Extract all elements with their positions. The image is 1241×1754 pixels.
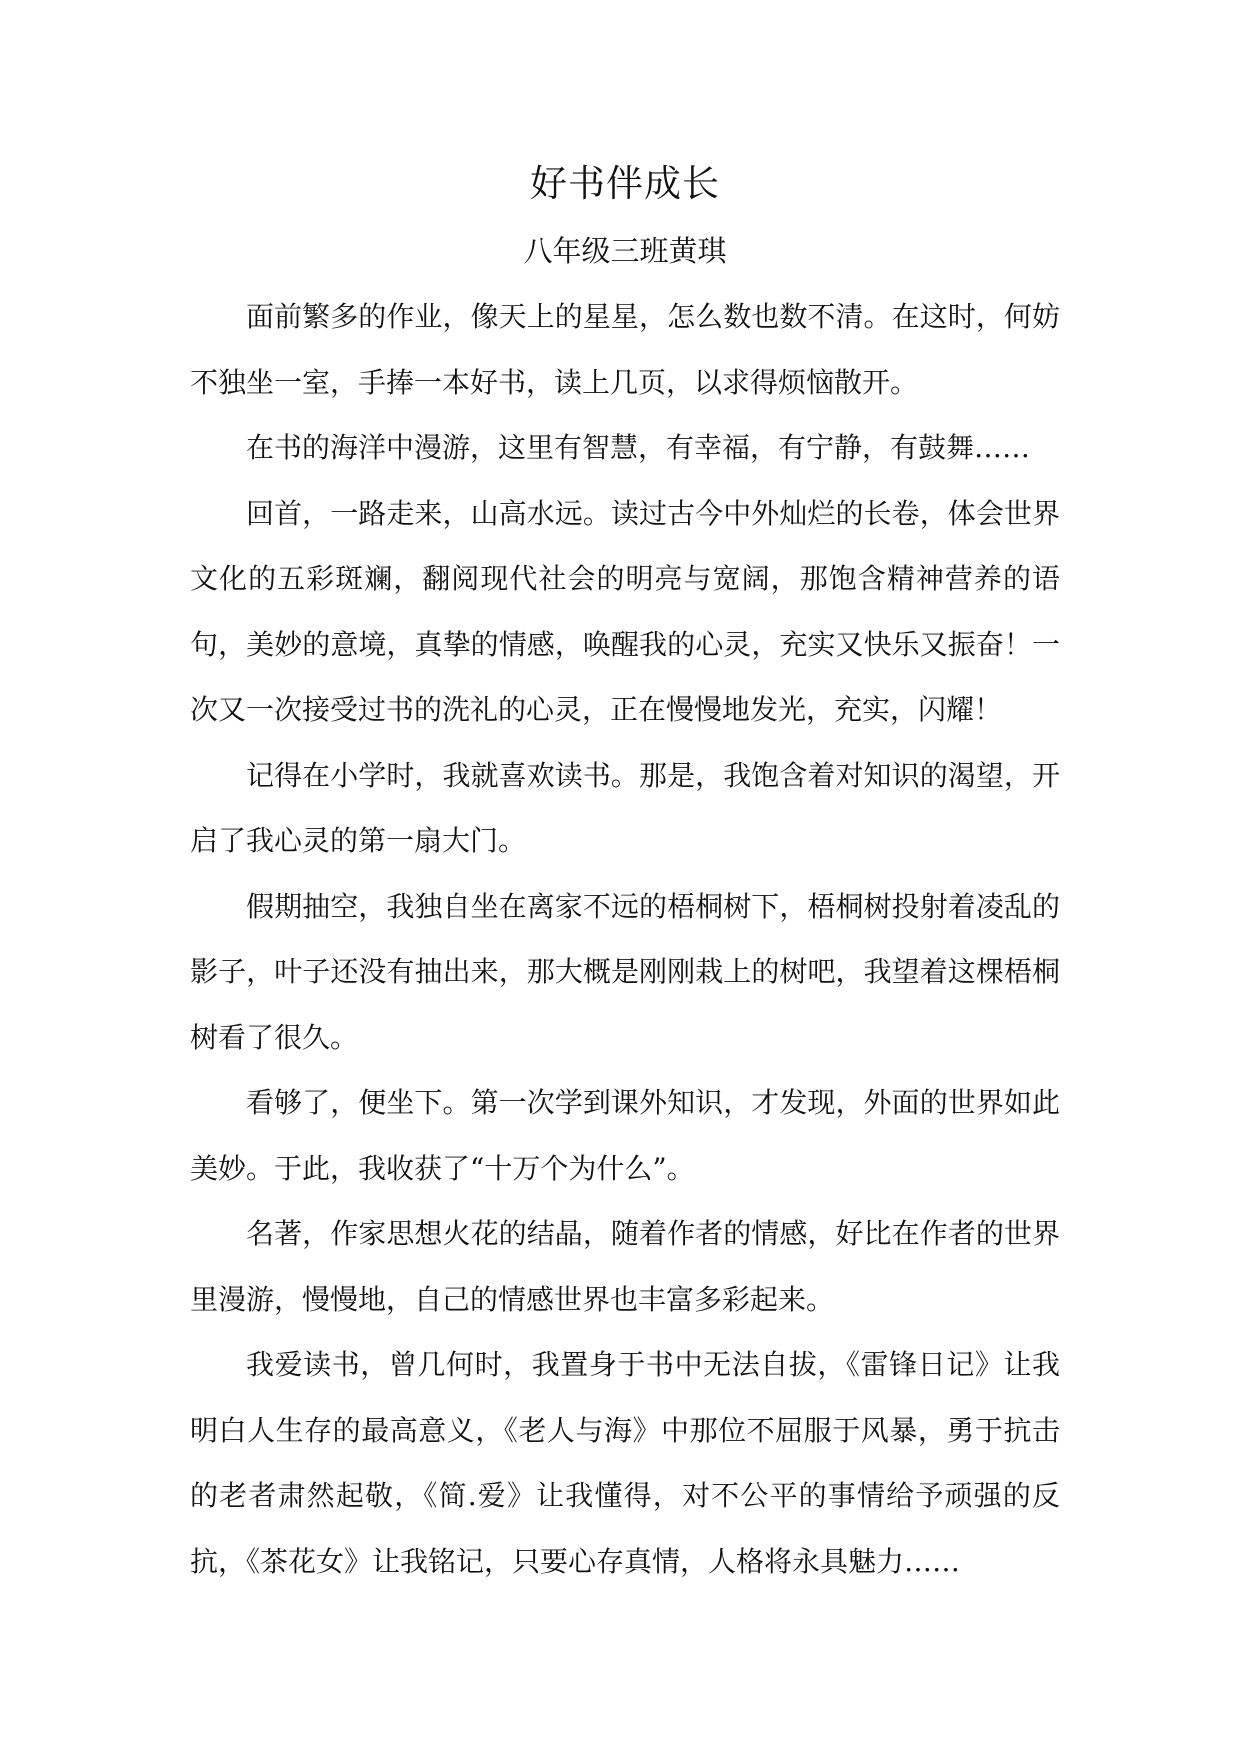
document-body [190,150,1060,1594]
paragraph: 记得在小学时，我就喜欢读书。那是，我饱含着对知识的渴望，开启了我心灵的第一扇大门。 [190,758,1060,857]
paragraph: 我爱读书，曾几何时，我置身于书中无法自拔，《雷锋日记》让我明白人生存的最高意义，《老人与海》中那位不屈服于风暴，勇于抗击的老者肃然起敬，《简.爱》让我懂得，对不公平的事情给予顽强的反抗，《茶花女》让我铭记，只要心存真情，人格将永具魅力…… [190,1348,1060,1578]
paragraph: 在书的海洋中漫游，这里有智慧，有幸福，有宁静，有鼓舞…… [246,431,1031,464]
paragraph: 面前繁多的作业，像天上的星星，怎么数也数不清。在这时，何妨不独坐一室，手捧一本好书，读上几页，以求得烦恼散开。 [190,300,1060,399]
paragraph: 名著，作家思想火花的结晶，随着作者的情感，好比在作者的世界里漫游，慢慢地，自己的情感世界也丰富多彩起来。 [190,1217,1060,1316]
document-title: 好书伴成长 [530,162,720,205]
paragraph: 假期抽空，我独自坐在离家不远的梧桐树下，梧桐树投射着凌乱的影子，叶子还没有抽出来，那大概是刚刚栽上的树吧，我望着这棵梧桐树看了很久。 [190,889,1060,1054]
paragraph: 看够了，便坐下。第一次学到课外知识，才发现，外面的世界如此美妙。于此，我收获了“十万个为什么”。 [190,1086,1060,1185]
paragraph: 回首，一路走来，山高水远。读过古今中外灿烂的长卷，体会世界文化的五彩斑斓，翻阅现代社会的明亮与宽阔，那饱含精神营养的语句，美妙的意境，真挚的情感，唤醒我的心灵，充实又快乐又振奋！一次又一次接受过书的洗礼的心灵，正在慢慢地发光，充实，闪耀！ [190,496,1060,726]
document-author: 八年级三班黄琪 [523,234,727,268]
